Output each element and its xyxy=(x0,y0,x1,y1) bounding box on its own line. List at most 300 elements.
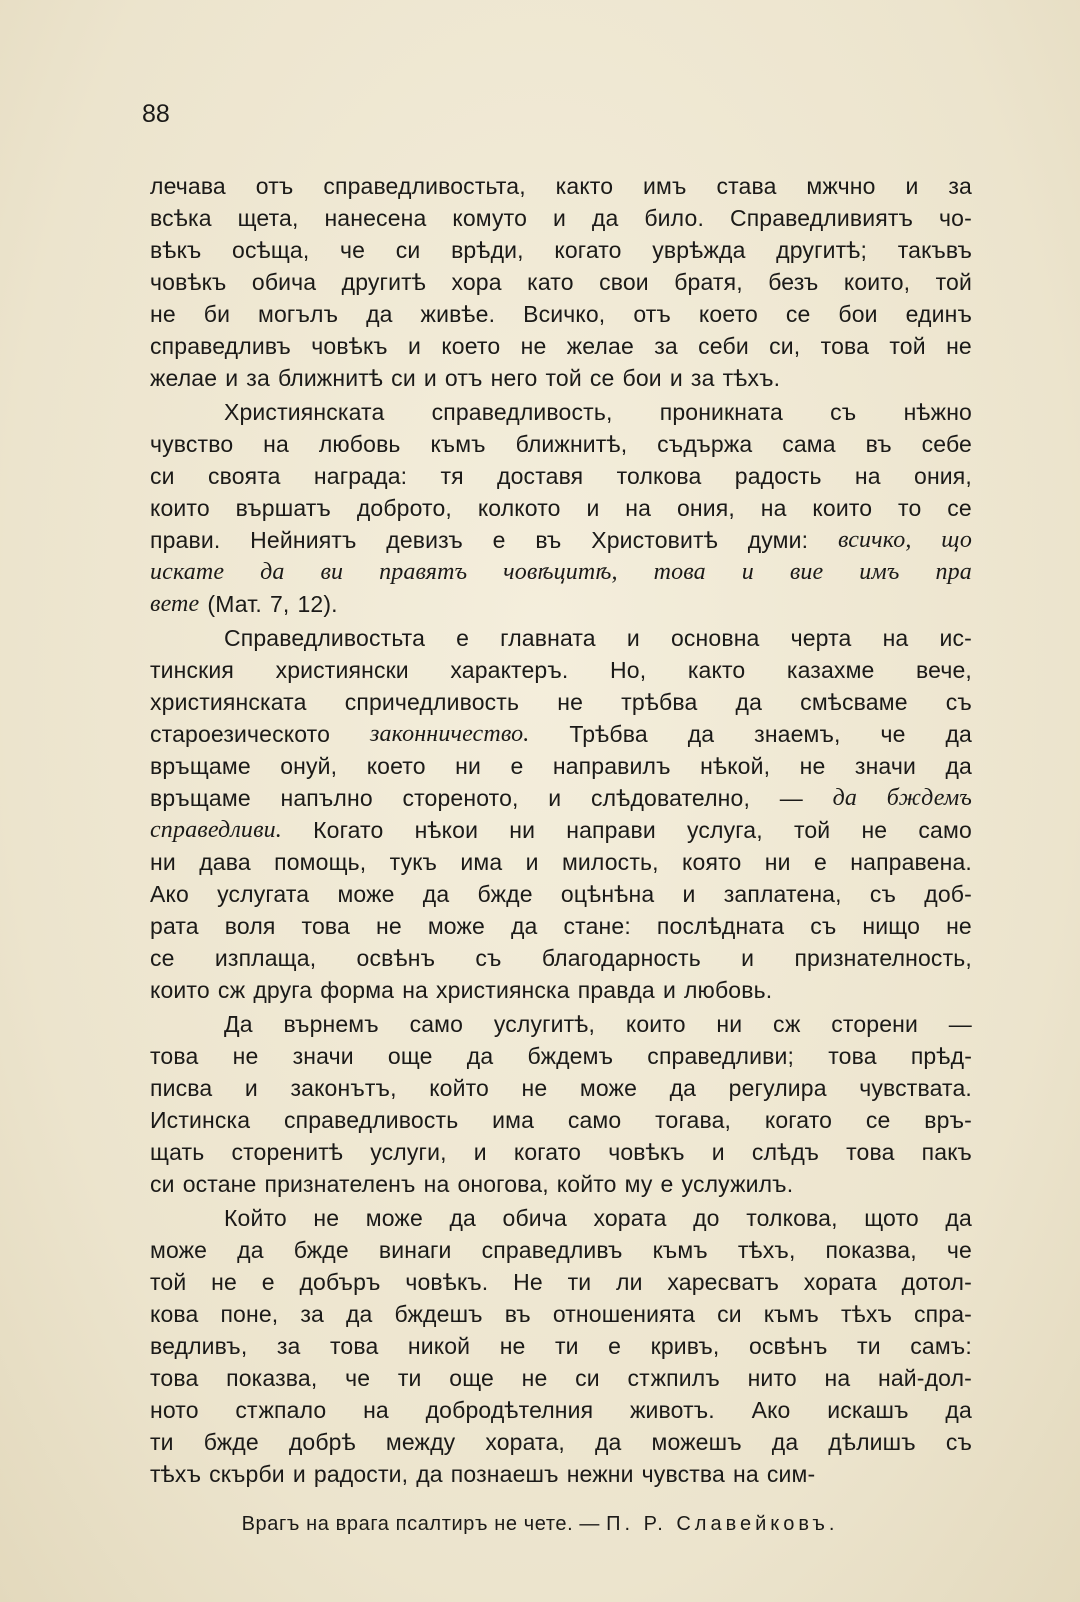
word: вѣкъ xyxy=(150,237,202,263)
word: само xyxy=(918,817,972,843)
word: нѣкои xyxy=(414,817,479,843)
word: сим- xyxy=(766,1461,816,1487)
word: може xyxy=(365,1205,423,1231)
word: радости, xyxy=(313,1461,409,1487)
text-line xyxy=(150,1104,972,1136)
word: християнската xyxy=(150,689,307,715)
word: тѣхъ, xyxy=(737,1237,796,1263)
word: които xyxy=(150,495,210,521)
word: се xyxy=(589,365,615,391)
word: си xyxy=(391,365,416,391)
text-line xyxy=(150,234,972,266)
italic-word: ви xyxy=(320,559,344,585)
text-line xyxy=(150,1426,972,1458)
word: която xyxy=(682,849,742,875)
word: скърби xyxy=(209,1461,285,1487)
word: любовь xyxy=(318,431,401,457)
word: ближнитѣ xyxy=(277,365,384,391)
word: си xyxy=(150,1171,175,1197)
text-line xyxy=(150,524,972,556)
text-line xyxy=(150,718,972,750)
word: той xyxy=(793,817,831,843)
word: това xyxy=(150,1043,199,1069)
word: и xyxy=(473,1139,487,1165)
text-line xyxy=(150,170,972,202)
word: воля xyxy=(224,913,276,939)
word: когато xyxy=(554,237,622,263)
word: показва, xyxy=(226,1365,318,1391)
word: ното xyxy=(150,1397,199,1423)
word: отъ xyxy=(255,173,294,199)
word: че xyxy=(340,237,366,263)
word: Справедливиятъ xyxy=(729,205,914,231)
word: е xyxy=(660,1171,674,1197)
word: и xyxy=(682,881,696,907)
word: рата xyxy=(150,913,199,939)
paragraph xyxy=(150,170,972,394)
text-line xyxy=(150,750,972,782)
word: добъръ xyxy=(299,1269,381,1295)
word: не xyxy=(799,753,826,779)
word: обича xyxy=(502,1205,567,1231)
word: за xyxy=(690,365,715,391)
word: не xyxy=(946,333,972,359)
text-line xyxy=(150,910,972,942)
word: нито xyxy=(747,1365,797,1391)
text-line xyxy=(150,330,972,362)
word: услужилъ. xyxy=(681,1171,794,1197)
text-line xyxy=(150,1266,972,1298)
word: става xyxy=(716,173,777,199)
word: Християнската xyxy=(224,399,385,425)
word: Ако xyxy=(150,881,189,907)
word: той xyxy=(935,269,972,295)
word: на xyxy=(882,625,909,651)
italic-word: законничество. xyxy=(369,721,530,747)
word: които xyxy=(812,495,873,521)
word: знаемъ, xyxy=(754,721,841,747)
word: колкото xyxy=(477,495,561,521)
word: ни xyxy=(150,849,176,875)
word: има xyxy=(492,1107,535,1133)
word: искашъ xyxy=(827,1397,909,1423)
footer-quote-text: Врагъ на врага псалтиръ не чете. — xyxy=(241,1513,600,1535)
paragraph xyxy=(150,1202,972,1490)
word: доброто, xyxy=(356,495,452,521)
word: нѣкой, xyxy=(700,753,771,779)
word: проникната xyxy=(659,399,783,425)
word: хората xyxy=(803,1269,877,1295)
text-line xyxy=(150,1234,972,1266)
word: да xyxy=(422,881,450,907)
word: то xyxy=(898,495,922,521)
text-line xyxy=(150,622,972,654)
word: благодарность xyxy=(541,945,701,971)
word: това xyxy=(846,1139,895,1165)
word: стжпало xyxy=(235,1397,327,1423)
word: сама xyxy=(782,431,836,457)
word: най-дол- xyxy=(877,1365,972,1391)
word: (Мат. xyxy=(207,591,262,617)
word: такъвъ xyxy=(897,237,972,263)
word: човѣкъ xyxy=(150,269,227,295)
word: оногова, xyxy=(457,1171,549,1197)
word: и xyxy=(711,1139,725,1165)
word: чувствата. xyxy=(859,1075,972,1101)
word: чо- xyxy=(939,205,972,231)
word: когато xyxy=(764,1107,833,1133)
italic-word: и xyxy=(741,559,754,585)
word: форма xyxy=(320,977,395,1003)
word: си xyxy=(395,237,421,263)
word: радость xyxy=(734,463,822,489)
word: за xyxy=(246,365,270,391)
word: 12). xyxy=(297,591,338,617)
word: ти xyxy=(857,1333,881,1359)
word: слѣдователно, xyxy=(590,785,751,811)
word: остане xyxy=(182,1171,257,1197)
italic-word: вете xyxy=(150,591,200,617)
word: справедливи; xyxy=(647,1043,795,1069)
italic-word: всичко, xyxy=(837,527,912,553)
word: Да xyxy=(224,1011,253,1037)
text-line xyxy=(150,654,972,686)
word: къмъ xyxy=(763,1301,819,1327)
word: къмъ xyxy=(430,431,486,457)
word: показва, xyxy=(825,1237,917,1263)
word: Но, xyxy=(610,657,647,683)
word: законътъ, xyxy=(290,1075,397,1101)
word: направи xyxy=(566,817,656,843)
word: бжде xyxy=(203,1429,259,1455)
word: прѣд- xyxy=(910,1043,972,1069)
word: бои xyxy=(622,365,662,391)
word: се xyxy=(150,945,175,971)
word: Нейниятъ xyxy=(250,527,357,553)
word: доставя xyxy=(497,463,584,489)
word: животъ. xyxy=(630,1397,715,1423)
word: и xyxy=(548,785,562,811)
word: щать xyxy=(150,1139,205,1165)
word: желае xyxy=(566,333,634,359)
text-line xyxy=(150,1458,972,1490)
word: се xyxy=(865,1107,891,1133)
word: послѣдната xyxy=(656,913,785,939)
word: основна xyxy=(670,625,760,651)
word: поне, xyxy=(220,1301,279,1327)
word: съ xyxy=(869,881,897,907)
word: другитѣ xyxy=(341,269,427,295)
word: слѣдъ xyxy=(751,1139,819,1165)
word: да xyxy=(669,1075,697,1101)
word: и xyxy=(552,205,566,231)
word: да xyxy=(945,721,972,747)
word: черта xyxy=(790,625,852,651)
word: което xyxy=(366,753,426,779)
word: че xyxy=(345,1365,371,1391)
word: справедливость, xyxy=(431,399,613,425)
word: награда: xyxy=(313,463,408,489)
word: кривъ, xyxy=(650,1333,720,1359)
word: спра- xyxy=(914,1301,972,1327)
word: обича xyxy=(251,269,317,295)
word: староезическото xyxy=(150,721,331,747)
word: се xyxy=(785,301,811,327)
italic-word: човѣцитѣ, xyxy=(503,559,618,585)
word: девизъ xyxy=(386,527,463,553)
word: на xyxy=(733,1461,759,1487)
word: само xyxy=(567,1107,622,1133)
word: Трѣбва xyxy=(569,721,648,747)
word: той xyxy=(545,365,582,391)
word: оцѣнѣна xyxy=(560,881,655,907)
word: бжде xyxy=(477,881,533,907)
word: вече, xyxy=(916,657,972,683)
word: връщаме xyxy=(150,785,251,811)
word: още xyxy=(449,1365,494,1391)
word: тѣхъ xyxy=(840,1301,893,1327)
text-line xyxy=(150,1008,972,1040)
word: си xyxy=(150,463,175,489)
word: между xyxy=(385,1429,456,1455)
word: справедливъ xyxy=(481,1237,623,1263)
word: и xyxy=(662,977,676,1003)
word: тогава, xyxy=(655,1107,732,1133)
word: щета, xyxy=(237,205,299,231)
word: си xyxy=(575,1365,600,1391)
word: на xyxy=(263,431,289,457)
word: услуги, xyxy=(370,1139,447,1165)
word: връщаме xyxy=(150,753,251,779)
word: винаги xyxy=(378,1237,452,1263)
word: бжде xyxy=(293,1237,349,1263)
word: и xyxy=(626,625,640,651)
word: сторени xyxy=(831,1011,919,1037)
word: на xyxy=(824,1365,851,1391)
paragraph xyxy=(150,396,972,620)
word: самъ: xyxy=(910,1333,972,1359)
word: на xyxy=(423,1171,450,1197)
word: хората, xyxy=(485,1429,565,1455)
italic-word: да xyxy=(260,559,285,585)
text-line xyxy=(150,1072,972,1104)
word: въ xyxy=(504,1301,531,1327)
word: признателность, xyxy=(794,945,972,971)
word: смѣсваме xyxy=(800,689,908,715)
word: не xyxy=(376,913,402,939)
word: има xyxy=(460,849,503,875)
word: Който xyxy=(224,1205,287,1231)
text-line xyxy=(150,588,972,620)
word: съ xyxy=(945,689,972,715)
word: отношенията xyxy=(552,1301,696,1327)
word: своята xyxy=(207,463,281,489)
word: харесватъ xyxy=(667,1269,780,1295)
word: човѣкъ xyxy=(608,1139,685,1165)
word: и xyxy=(423,365,437,391)
word: да xyxy=(366,301,393,327)
word: това xyxy=(330,1333,379,1359)
word: не xyxy=(211,1269,237,1295)
word: комуто xyxy=(452,205,528,231)
word: които xyxy=(150,977,210,1003)
word: лечава xyxy=(150,173,226,199)
word: сж xyxy=(217,977,246,1003)
word: — xyxy=(779,785,803,811)
word: е xyxy=(510,753,524,779)
word: да xyxy=(449,1205,476,1231)
word: християнска xyxy=(436,977,570,1003)
word: него xyxy=(490,365,538,391)
word: бждемъ xyxy=(527,1043,614,1069)
word: имъ xyxy=(643,173,687,199)
word: може xyxy=(427,913,485,939)
word: отъ xyxy=(444,365,483,391)
text-line xyxy=(150,1394,972,1426)
word: което xyxy=(698,301,758,327)
word: за xyxy=(948,173,972,199)
word: кова xyxy=(150,1301,199,1327)
word: и xyxy=(669,365,683,391)
word: да xyxy=(416,1461,443,1487)
word: онуй, xyxy=(280,753,338,779)
word: ни xyxy=(455,753,481,779)
word: безъ xyxy=(768,269,819,295)
word: могълъ xyxy=(258,301,339,327)
word: заплатена, xyxy=(723,881,842,907)
text-line xyxy=(150,1136,972,1168)
italic-word: бждемъ xyxy=(886,785,972,811)
body-text xyxy=(150,170,972,1492)
word: Не xyxy=(513,1269,543,1295)
word: правда xyxy=(577,977,655,1003)
word: съ xyxy=(475,945,502,971)
word: не xyxy=(946,913,972,939)
word: съ xyxy=(945,1429,972,1455)
word: толкова xyxy=(616,463,702,489)
text-line xyxy=(150,686,972,718)
word: които xyxy=(625,1011,686,1037)
word: добродѣтелния xyxy=(425,1397,594,1423)
word: дѣлишъ xyxy=(828,1429,916,1455)
word: — xyxy=(948,1011,972,1037)
word: на xyxy=(402,977,428,1003)
word: връ- xyxy=(924,1107,972,1133)
word: единъ xyxy=(905,301,972,327)
text-line xyxy=(150,202,972,234)
text-line xyxy=(150,428,972,460)
word: дава xyxy=(199,849,251,875)
word: ни xyxy=(509,817,536,843)
text-line xyxy=(150,492,972,524)
text-line xyxy=(150,846,972,878)
word: да xyxy=(945,1205,972,1231)
word: това xyxy=(150,1365,199,1391)
text-line xyxy=(150,362,972,394)
word: като xyxy=(527,269,574,295)
word: ония, xyxy=(914,463,972,489)
text-line xyxy=(150,974,972,1006)
word: да xyxy=(510,913,538,939)
word: на xyxy=(625,495,652,521)
word: не xyxy=(232,1043,259,1069)
word: да xyxy=(945,1397,972,1423)
word: спричедливость xyxy=(344,689,520,715)
word: съ xyxy=(810,913,837,939)
word: че xyxy=(880,721,906,747)
word: Когато xyxy=(313,817,384,843)
word: само xyxy=(409,1011,464,1037)
word: помощь, xyxy=(274,849,367,875)
word: и xyxy=(525,849,539,875)
text-line xyxy=(150,460,972,492)
italic-word: да xyxy=(832,785,858,811)
paragraph xyxy=(150,1008,972,1200)
word: и xyxy=(408,333,422,359)
italic-word: имъ xyxy=(859,559,900,585)
text-line xyxy=(150,1330,972,1362)
word: човѣкъ. xyxy=(405,1269,489,1295)
word: регулира xyxy=(728,1075,827,1101)
word: любовь. xyxy=(683,977,773,1003)
word: нищо xyxy=(862,913,921,939)
word: бои xyxy=(838,301,878,327)
word: ти xyxy=(554,1333,579,1359)
word: това xyxy=(828,1043,877,1069)
word: и xyxy=(586,495,600,521)
word: не xyxy=(861,817,888,843)
word: 7, xyxy=(269,591,290,617)
word: напълно xyxy=(280,785,373,811)
word: себи xyxy=(698,333,749,359)
word: Истинска xyxy=(150,1107,251,1133)
word: ти xyxy=(397,1365,422,1391)
word: това xyxy=(820,333,870,359)
word: освѣнъ xyxy=(748,1333,828,1359)
word: справедливость xyxy=(283,1107,459,1133)
word: му xyxy=(624,1171,653,1197)
word: не xyxy=(557,689,584,715)
word: себе xyxy=(921,431,972,457)
word: това xyxy=(301,913,350,939)
text-line xyxy=(150,1298,972,1330)
word: и xyxy=(741,945,755,971)
word: услугитѣ, xyxy=(493,1011,596,1037)
word: ис- xyxy=(939,625,972,651)
italic-word: вие xyxy=(789,559,824,585)
word: и xyxy=(905,173,919,199)
word: осѣща, xyxy=(232,237,310,263)
word: свои xyxy=(599,269,649,295)
word: уврѣжда xyxy=(652,237,746,263)
word: може xyxy=(579,1075,638,1101)
word: тя xyxy=(440,463,464,489)
word: стане: xyxy=(563,913,631,939)
word: да xyxy=(735,689,763,715)
word: чувство xyxy=(150,431,234,457)
word: сж xyxy=(773,1011,801,1037)
word: който xyxy=(429,1075,489,1101)
word: е xyxy=(608,1333,622,1359)
word: живѣе. xyxy=(420,301,496,327)
word: може xyxy=(150,1237,208,1263)
word: на xyxy=(363,1397,389,1423)
italic-word: искате xyxy=(150,559,225,585)
word: християнски xyxy=(275,657,409,683)
word: съ xyxy=(830,399,857,425)
word: нанесена xyxy=(324,205,427,231)
word: Христовитѣ xyxy=(591,527,718,553)
